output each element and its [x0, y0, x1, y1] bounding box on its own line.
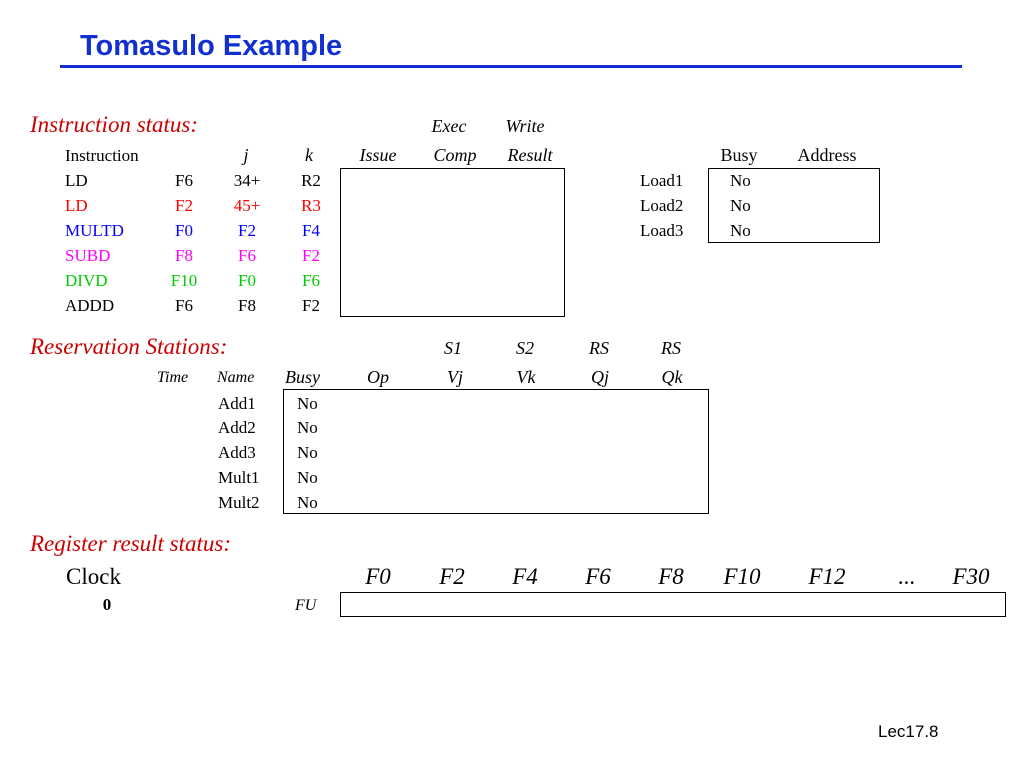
register-label: ...: [898, 564, 916, 589]
rs-busy: No: [297, 443, 318, 462]
instr-dest: F0: [175, 221, 193, 240]
load-busy: No: [730, 221, 751, 240]
header-issue: Issue: [359, 145, 397, 165]
instr-dest: F6: [175, 296, 193, 315]
rs-header-s2: S2: [516, 338, 534, 358]
rs-busy: No: [297, 468, 318, 487]
load-header-address: Address: [797, 145, 857, 165]
instr-k: F6: [302, 271, 320, 290]
instruction-status-heading: Instruction status:: [30, 112, 199, 137]
clock-label: Clock: [66, 564, 121, 589]
rs-header-busy: Busy: [285, 367, 320, 387]
instr-op: ADDD: [65, 296, 115, 315]
reservation-station-box: [283, 389, 709, 514]
register-label: F0: [365, 564, 391, 589]
header-k: k: [305, 145, 313, 165]
instr-k: R3: [301, 196, 321, 215]
instr-op: MULTD: [65, 221, 124, 240]
instr-op: LD: [65, 171, 88, 190]
header-comp: Comp: [433, 145, 477, 165]
rs-header-op: Op: [367, 367, 389, 387]
slide-title: Tomasulo Example: [80, 30, 343, 62]
register-label: F30: [952, 564, 990, 589]
load-header-busy: Busy: [720, 145, 758, 165]
load-name: Load1: [640, 171, 684, 190]
instr-j: F6: [238, 246, 256, 265]
instr-k: F2: [302, 246, 320, 265]
load-busy: No: [730, 196, 751, 215]
register-label: F6: [585, 564, 611, 589]
instr-j: F0: [238, 271, 256, 290]
fu-label: FU: [295, 597, 317, 614]
header-instruction: Instruction: [65, 146, 139, 165]
instr-k: F2: [302, 296, 320, 315]
instr-dest: F2: [175, 196, 193, 215]
rs-header-rs-k: RS: [661, 338, 681, 358]
header-j: j: [243, 145, 249, 165]
slide-number: Lec17.8: [878, 722, 939, 741]
register-label: F12: [808, 564, 846, 589]
instr-j: 45+: [233, 196, 261, 215]
rs-header-qk: Qk: [661, 367, 683, 387]
rs-header-rs-j: RS: [589, 338, 609, 358]
rs-name: Add1: [218, 394, 256, 413]
rs-header-s1: S1: [444, 338, 462, 358]
rs-header-time: Time: [157, 369, 189, 386]
instr-op: SUBD: [65, 246, 111, 265]
instr-j: 34+: [233, 171, 261, 190]
load-busy: No: [730, 171, 751, 190]
register-label: F2: [439, 564, 465, 589]
title-underline: [60, 65, 962, 68]
header-exec: Exec: [431, 116, 467, 136]
instr-op: DIVD: [65, 271, 108, 290]
rs-header-vj: Vj: [447, 367, 463, 387]
load-name: Load2: [640, 196, 684, 215]
header-write: Write: [505, 116, 545, 136]
register-label: F8: [658, 564, 684, 589]
rs-header-vk: Vk: [516, 367, 536, 387]
instr-op: LD: [65, 196, 88, 215]
load-name: Load3: [640, 221, 684, 240]
rs-name: Add3: [218, 443, 256, 462]
register-fu-box: [340, 592, 1006, 617]
instruction-status-box: [340, 168, 565, 317]
rs-name: Add2: [218, 418, 256, 437]
rs-busy: No: [297, 418, 318, 437]
rs-header-qj: Qj: [591, 367, 609, 387]
instr-k: R2: [301, 171, 321, 190]
register-label: F4: [512, 564, 538, 589]
rs-busy: No: [297, 394, 318, 413]
header-result: Result: [507, 145, 553, 165]
instr-k: F4: [302, 221, 320, 240]
register-status-heading: Register result status:: [30, 531, 232, 556]
instr-j: F8: [238, 296, 256, 315]
instr-dest: F10: [170, 271, 198, 290]
clock-value: 0: [102, 595, 112, 614]
rs-name: Mult1: [218, 468, 260, 487]
rs-name: Mult2: [218, 493, 260, 512]
instr-dest: F8: [175, 246, 193, 265]
register-label: F10: [723, 564, 761, 589]
reservation-stations-heading: Reservation Stations:: [30, 334, 228, 359]
load-buffer-box: [708, 168, 880, 243]
instr-j: F2: [238, 221, 256, 240]
instr-dest: F6: [175, 171, 193, 190]
rs-busy: No: [297, 493, 318, 512]
rs-header-name: Name: [217, 369, 255, 386]
